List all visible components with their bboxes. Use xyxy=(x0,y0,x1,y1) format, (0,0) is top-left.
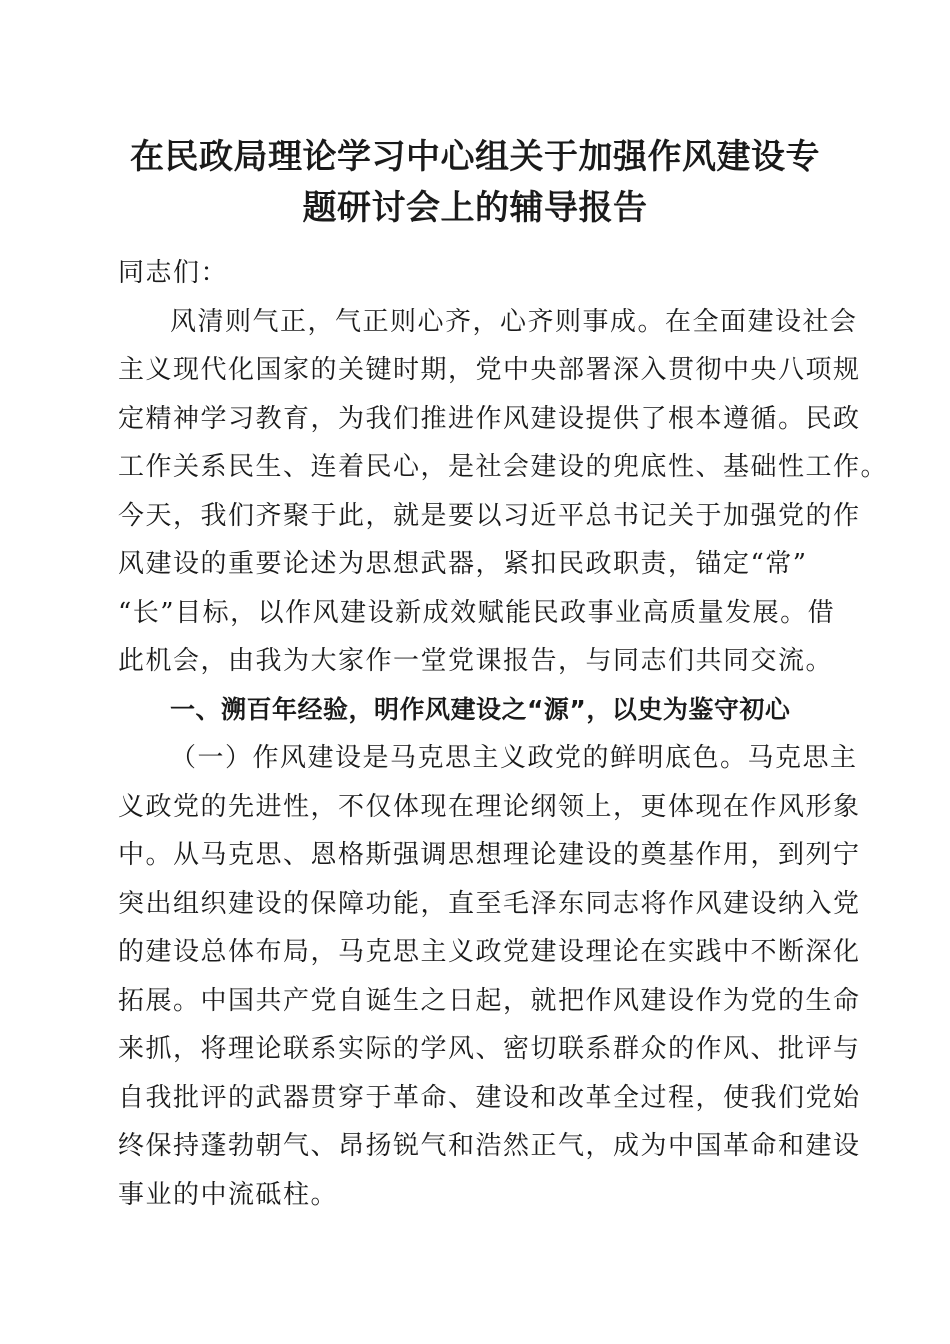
text-line: 终保持蓬勃朝气、昂扬锐气和浩然正气，成为中国革命和建设 xyxy=(118,1131,861,1161)
text-line: 自我批评的武器贯穿于革命、建设和改革全过程，使我们党始 xyxy=(118,1082,861,1113)
text-line: 的建设总体布局，马克思主义政党建设理论在实践中不断深化 xyxy=(118,937,861,967)
paragraph-section1 xyxy=(118,734,861,1219)
text-line: 义政党的先进性，不仅体现在理论纲领上，更体现在作风形象 xyxy=(118,791,861,822)
text-line: （一）作风建设是马克思主义政党的鲜明底色。马克思主 xyxy=(170,743,858,773)
document-body xyxy=(118,249,889,1219)
document-title xyxy=(110,132,840,234)
text-line: 主义现代化国家的关键时期，党中央部署深入贯彻中央八项规 xyxy=(118,355,861,385)
text-line: 今天，我们齐聚于此，就是要以习近平总书记关于加强党的作 xyxy=(118,500,861,531)
salutation: 同志们： xyxy=(118,258,229,288)
text-line: 事业的中流砥柱。 xyxy=(118,1179,339,1210)
text-line: 风清则气正，气正则心齐，心齐则事成。在全面建设社会 xyxy=(170,306,858,337)
text-line: 来抓，将理论联系实际的学风、密切联系群众的作风、批评与 xyxy=(118,1034,861,1064)
title-line-2: 题研讨会上的辅导报告 xyxy=(302,188,648,228)
text-line: 突出组织建设的保障功能，直至毛泽东同志将作风建设纳入党 xyxy=(118,888,861,919)
text-line: 此机会，由我为大家作一堂党课报告，与同志们共同交流。 xyxy=(118,646,834,676)
text-line: 工作关系民生、连着民心，是社会建设的兜底性、基础性工作。 xyxy=(118,452,889,482)
paragraph-intro xyxy=(118,298,889,686)
text-line: “长”目标，以作风建设新成效赋能民政事业高质量发展。借 xyxy=(118,597,836,628)
section-heading: 一、溯百年经验，明作风建设之“源”，以史为鉴守初心 xyxy=(170,694,791,724)
text-line: 风建设的重要论述为思想武器，紧扣民政职责，锚定“常” xyxy=(118,549,808,579)
text-line: 定精神学习教育，为我们推进作风建设提供了根本遵循。民政 xyxy=(118,403,861,434)
text-line: 中。从马克思、恩格斯强调思想理论建设的奠基作用，到列宁 xyxy=(118,840,861,870)
title-line-1: 在民政局理论学习中心组关于加强作风建设专 xyxy=(130,137,820,177)
text-line: 拓展。中国共产党自诞生之日起，就把作风建设作为党的生命 xyxy=(118,985,861,1016)
